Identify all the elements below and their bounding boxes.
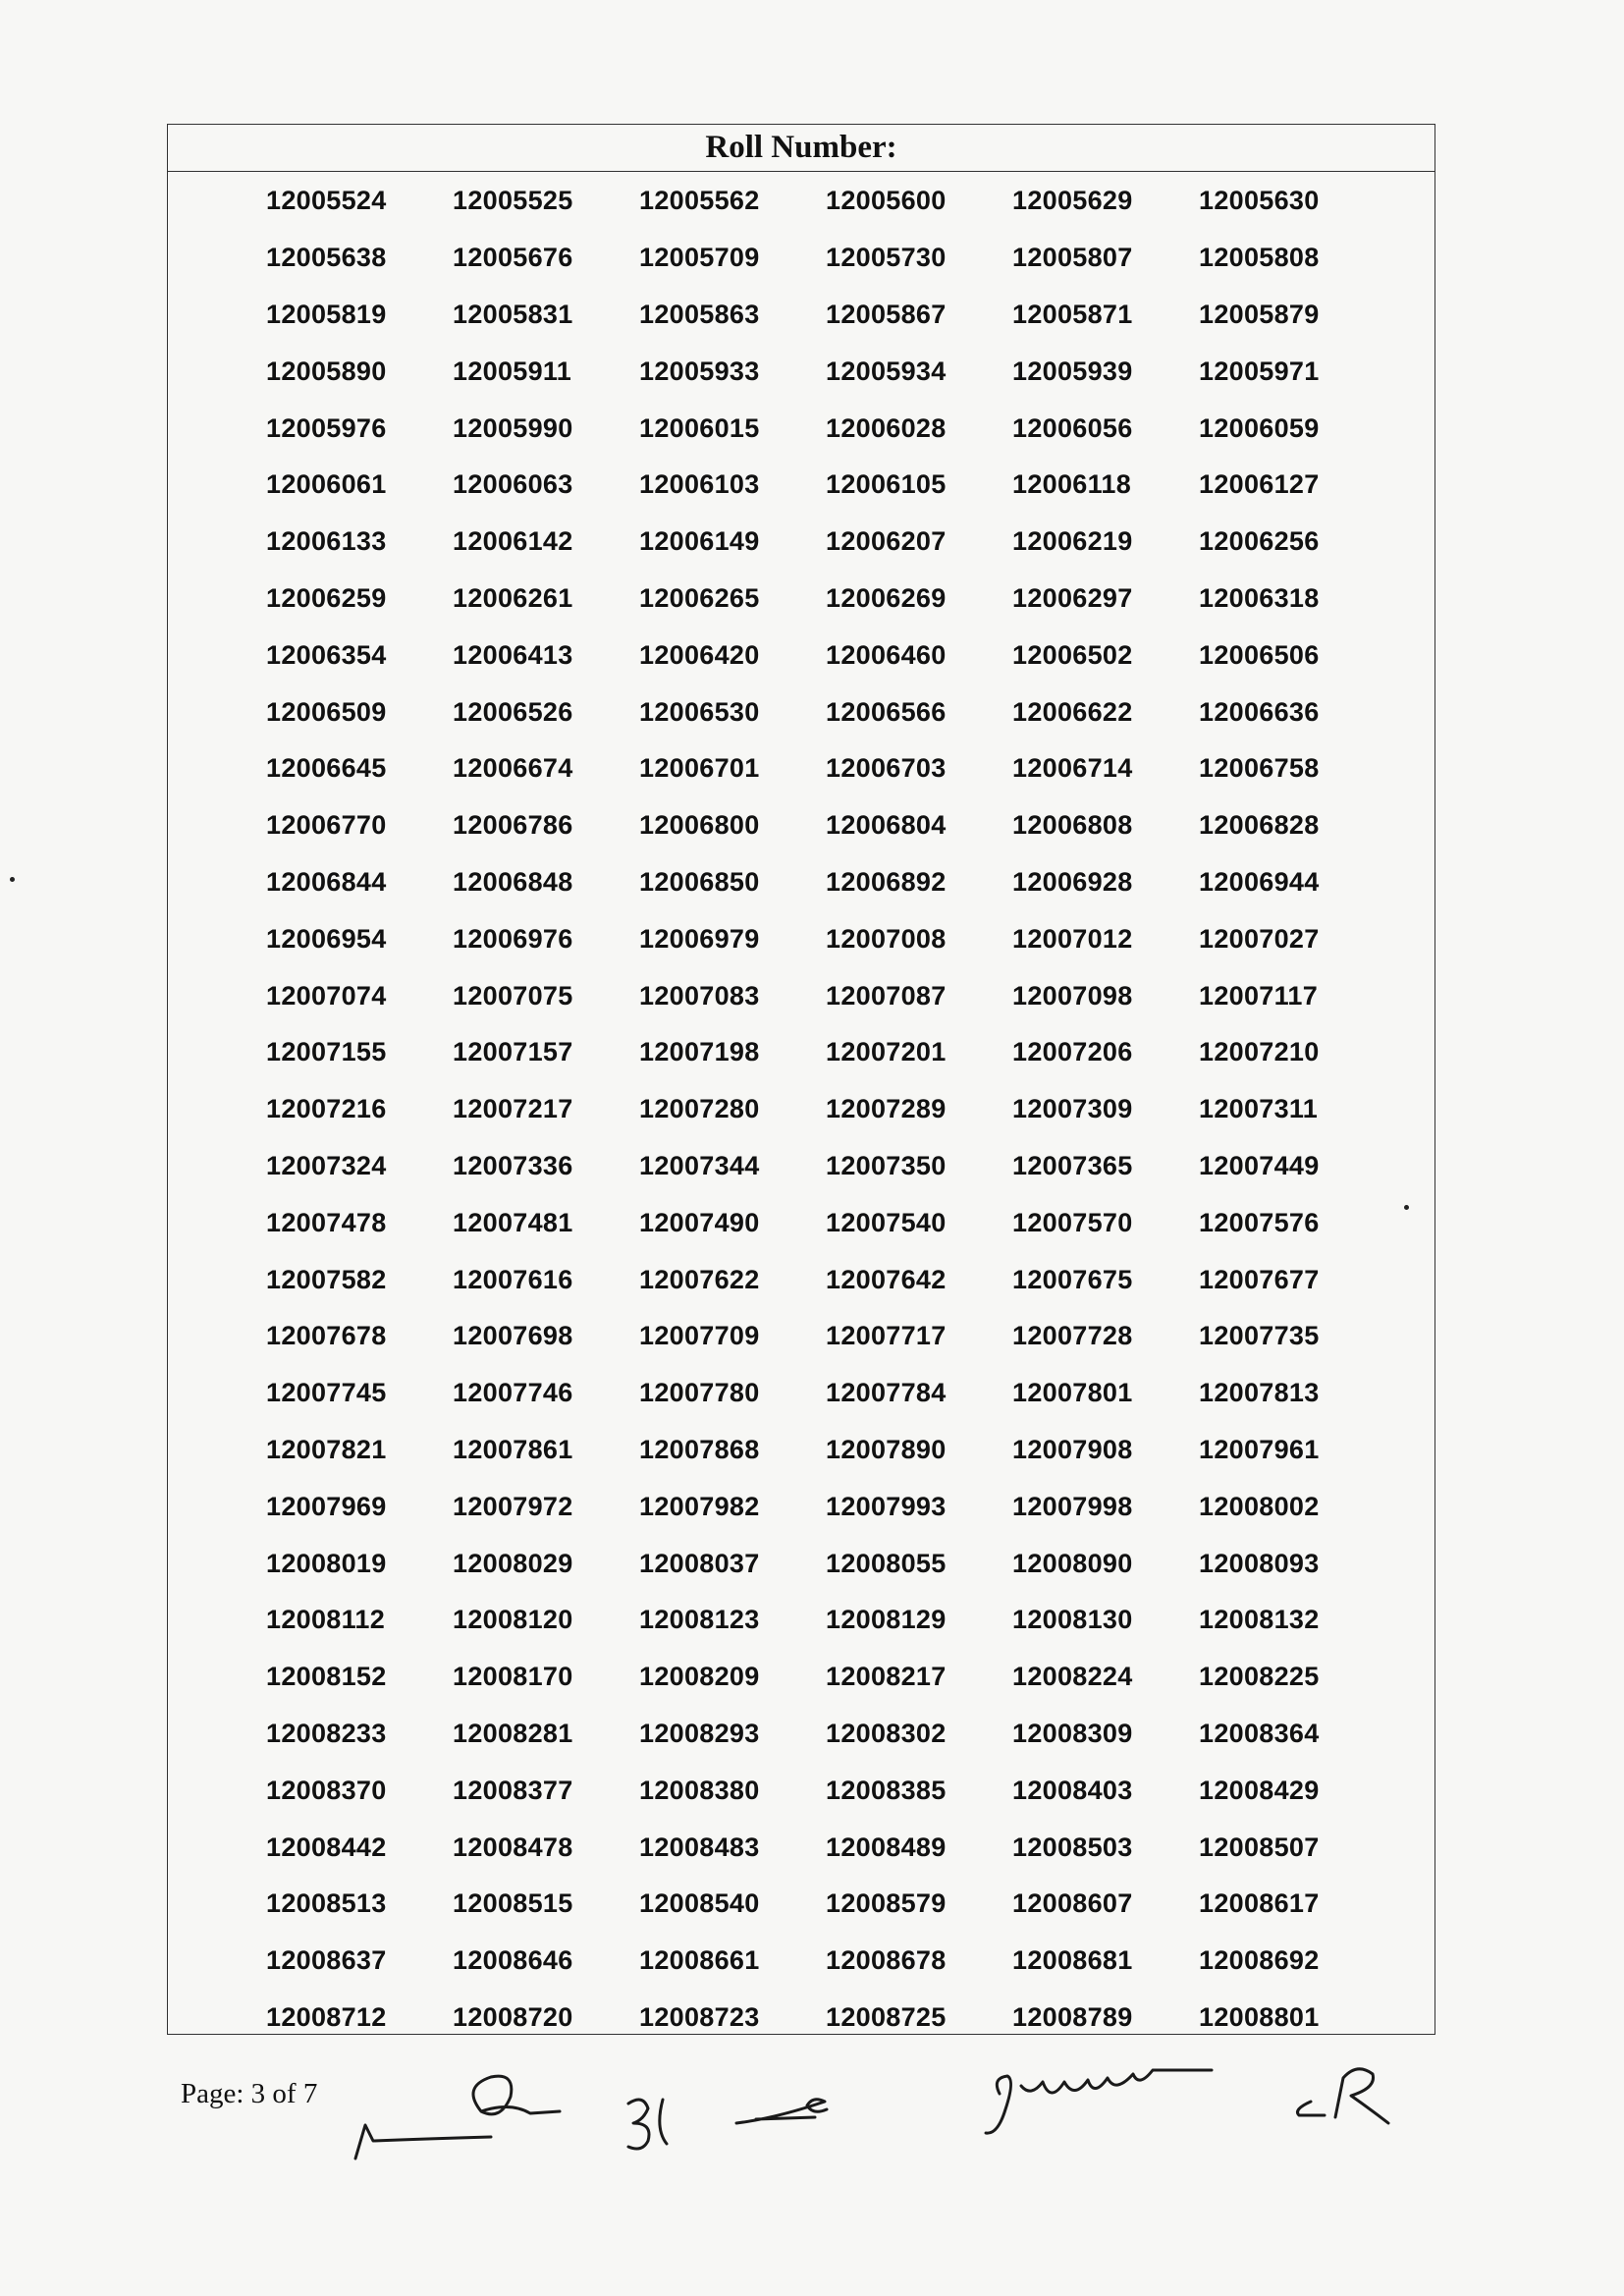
table-row (168, 740, 1435, 797)
roll-number-cell: 12006703 (826, 753, 947, 784)
roll-number-cell: 12006413 (453, 639, 573, 670)
roll-number-cell: 12007780 (639, 1378, 760, 1408)
roll-number-cell: 12007087 (826, 980, 947, 1011)
roll-number-cell: 12008646 (453, 1945, 573, 1976)
stray-mark (1404, 1205, 1409, 1210)
roll-number-cell: 12008302 (826, 1718, 947, 1748)
roll-number-cell: 12006261 (453, 582, 573, 613)
roll-number-cell: 12007074 (266, 980, 387, 1011)
roll-number-cell: 12005911 (453, 355, 572, 386)
table-row (168, 1535, 1435, 1592)
table-row (168, 910, 1435, 967)
roll-number-cell: 12007678 (266, 1321, 387, 1351)
table-row (168, 514, 1435, 571)
table-row (168, 343, 1435, 400)
roll-number-cell: 12007075 (453, 980, 573, 1011)
roll-number-cell: 12006118 (1012, 469, 1132, 500)
roll-number-cell: 12006506 (1199, 639, 1320, 670)
roll-number-cell: 12008507 (1199, 1831, 1320, 1862)
roll-number-cell: 12007801 (1012, 1378, 1133, 1408)
roll-number-cell: 12006318 (1199, 582, 1320, 613)
table-row (168, 1819, 1435, 1876)
table-row (168, 1649, 1435, 1706)
roll-number-cell: 12006844 (266, 866, 387, 897)
roll-number-cell: 12007861 (453, 1434, 573, 1464)
roll-number-cell: 12008370 (266, 1775, 387, 1805)
signature-1 (355, 2125, 491, 2159)
roll-number-cell: 12005600 (826, 186, 947, 216)
roll-number-cell: 12008712 (266, 2001, 387, 2032)
table-row (168, 1478, 1435, 1535)
roll-number-cell: 12007709 (639, 1321, 760, 1351)
roll-number-cell: 12005867 (826, 299, 947, 329)
roll-number-cell: 12008129 (826, 1605, 947, 1635)
roll-number-cell: 12008377 (453, 1775, 573, 1805)
signature-2 (473, 2076, 560, 2114)
roll-number-cell: 12008093 (1199, 1548, 1320, 1578)
table-row (168, 457, 1435, 514)
roll-number-cell: 12006808 (1012, 810, 1133, 841)
roll-number-cell: 12006714 (1012, 753, 1133, 784)
roll-number-cell: 12006028 (826, 412, 947, 443)
table-row (168, 571, 1435, 628)
roll-number-cell: 12007280 (639, 1094, 760, 1124)
roll-number-cell: 12008123 (639, 1605, 760, 1635)
signature-6 (1298, 2069, 1389, 2123)
roll-number-cell: 12008637 (266, 1945, 387, 1976)
roll-number-cell: 12007540 (826, 1207, 947, 1237)
roll-number-cell: 12006566 (826, 696, 947, 727)
roll-number-cell: 12008513 (266, 1888, 387, 1919)
roll-number-cell: 12007478 (266, 1207, 387, 1237)
roll-number-cell: 12008224 (1012, 1662, 1133, 1692)
roll-number-cell: 12006105 (826, 469, 947, 500)
table-row (168, 1308, 1435, 1365)
roll-number-cell: 12007117 (1199, 980, 1319, 1011)
roll-number-cell: 12007157 (453, 1037, 573, 1067)
roll-number-cell: 12008364 (1199, 1718, 1320, 1748)
roll-number-cell: 12007490 (639, 1207, 760, 1237)
table-row (168, 1706, 1435, 1763)
signature-3 (628, 2100, 667, 2149)
roll-number-cell: 12008233 (266, 1718, 387, 1748)
table-row (168, 1592, 1435, 1649)
roll-number-cell: 12005562 (639, 186, 760, 216)
table-row (168, 1990, 1435, 2047)
roll-number-cell: 12008403 (1012, 1775, 1133, 1805)
table-row (168, 1194, 1435, 1251)
roll-number-cell: 12006758 (1199, 753, 1320, 784)
roll-number-cell: 12006928 (1012, 866, 1133, 897)
roll-number-cell: 12005933 (639, 355, 760, 386)
roll-number-cell: 12007616 (453, 1264, 573, 1294)
roll-number-cell: 12007717 (826, 1321, 947, 1351)
roll-number-cell: 12008217 (826, 1662, 947, 1692)
roll-number-cell: 12006063 (453, 469, 573, 500)
table-row (168, 1081, 1435, 1138)
roll-number-cell: 12006979 (639, 923, 760, 954)
roll-number-cell: 12005863 (639, 299, 760, 329)
roll-number-cell: 12006804 (826, 810, 947, 841)
roll-number-cell: 12007206 (1012, 1037, 1133, 1067)
signatures (344, 2043, 1424, 2180)
roll-number-cell: 12005629 (1012, 186, 1133, 216)
roll-number-cell: 12007908 (1012, 1434, 1133, 1464)
roll-number-cell: 12006622 (1012, 696, 1133, 727)
roll-number-cell: 12008720 (453, 2001, 573, 2032)
roll-number-cell: 12006502 (1012, 639, 1133, 670)
table-row (168, 1876, 1435, 1933)
roll-number-cell: 12007622 (639, 1264, 760, 1294)
roll-number-cell: 12006848 (453, 866, 573, 897)
roll-number-cell: 12007083 (639, 980, 760, 1011)
table-row (168, 967, 1435, 1024)
roll-number-cell: 12005525 (453, 186, 573, 216)
roll-number-cell: 12007698 (453, 1321, 573, 1351)
table-row (168, 173, 1435, 230)
roll-number-cell: 12008029 (453, 1548, 573, 1578)
roll-number-cell: 12007982 (639, 1491, 760, 1521)
roll-number-cell: 12006056 (1012, 412, 1133, 443)
roll-number-cell: 12005638 (266, 243, 387, 273)
roll-number-cell: 12008442 (266, 1831, 387, 1862)
roll-number-cell: 12006674 (453, 753, 573, 784)
roll-number-cell: 12008483 (639, 1831, 760, 1862)
roll-number-cell: 12006509 (266, 696, 387, 727)
roll-number-cell: 12005819 (266, 299, 387, 329)
roll-number-cell: 12008019 (266, 1548, 387, 1578)
roll-number-cell: 12006207 (826, 526, 947, 557)
roll-number-cell: 12007735 (1199, 1321, 1320, 1351)
roll-number-cell: 12006133 (266, 526, 387, 557)
table-row (168, 1024, 1435, 1081)
roll-number-cell: 12008678 (826, 1945, 947, 1976)
roll-number-cell: 12007746 (453, 1378, 573, 1408)
roll-number-cell: 12006460 (826, 639, 947, 670)
roll-number-cell: 12007008 (826, 923, 947, 954)
roll-number-cell: 12005890 (266, 355, 387, 386)
roll-number-cell: 12007309 (1012, 1094, 1133, 1124)
roll-number-cell: 12006103 (639, 469, 760, 500)
roll-number-cell: 12007155 (266, 1037, 387, 1067)
roll-number-cell: 12005871 (1012, 299, 1133, 329)
table-row (168, 1365, 1435, 1422)
roll-number-cell: 12008120 (453, 1605, 573, 1635)
page-indicator: Page: 3 of 7 (181, 2078, 318, 2109)
roll-number-cell: 12007972 (453, 1491, 573, 1521)
roll-number-cell: 12007027 (1199, 923, 1320, 954)
roll-number-cell: 12007998 (1012, 1491, 1133, 1521)
roll-number-cell: 12008293 (639, 1718, 760, 1748)
table-row (168, 797, 1435, 854)
roll-number-table (167, 124, 1435, 2035)
roll-number-cell: 12006770 (266, 810, 387, 841)
roll-number-cell: 12006786 (453, 810, 573, 841)
roll-number-cell: 12006701 (639, 753, 760, 784)
roll-number-cell: 12006636 (1199, 696, 1320, 727)
roll-number-cell: 12008112 (266, 1605, 386, 1635)
roll-number-cell: 12007784 (826, 1378, 947, 1408)
table-row (168, 627, 1435, 683)
signature-4 (736, 2100, 827, 2123)
roll-number-cell: 12008209 (639, 1662, 760, 1692)
roll-number-cell: 12006976 (453, 923, 573, 954)
table-row (168, 1251, 1435, 1308)
roll-number-cell: 12007961 (1199, 1434, 1320, 1464)
roll-number-cell: 12005807 (1012, 243, 1133, 273)
roll-number-cell: 12008281 (453, 1718, 573, 1748)
table-row (168, 683, 1435, 740)
roll-number-cell: 12005730 (826, 243, 947, 273)
roll-number-cell: 12006269 (826, 582, 947, 613)
table-row (168, 230, 1435, 287)
roll-number-cell: 12007336 (453, 1150, 573, 1180)
table-row (168, 854, 1435, 911)
roll-number-cell: 12006850 (639, 866, 760, 897)
table-row (168, 1422, 1435, 1479)
roll-number-cell: 12006061 (266, 469, 387, 500)
roll-number-cell: 12007198 (639, 1037, 760, 1067)
roll-number-cell: 12005990 (453, 412, 573, 443)
roll-number-cell: 12008503 (1012, 1831, 1133, 1862)
roll-number-cell: 12008002 (1199, 1491, 1320, 1521)
roll-number-cell: 12005971 (1199, 355, 1320, 386)
roll-number-cell: 12007677 (1199, 1264, 1320, 1294)
roll-number-cell: 12008478 (453, 1831, 573, 1862)
roll-number-cell: 12008385 (826, 1775, 947, 1805)
roll-number-cell: 12008723 (639, 2001, 760, 2032)
roll-number-cell: 12007868 (639, 1434, 760, 1464)
roll-number-cell: 12007210 (1199, 1037, 1320, 1067)
roll-number-cell: 12008692 (1199, 1945, 1320, 1976)
roll-number-cell: 12006954 (266, 923, 387, 954)
roll-number-cell: 12008515 (453, 1888, 573, 1919)
roll-number-cell: 12007576 (1199, 1207, 1320, 1237)
roll-number-cell: 12005879 (1199, 299, 1320, 329)
roll-number-cell: 12005831 (453, 299, 573, 329)
roll-number-cell: 12005709 (639, 243, 760, 273)
roll-number-cell: 12008661 (639, 1945, 760, 1976)
roll-number-cell: 12008152 (266, 1662, 387, 1692)
roll-number-cell: 12007216 (266, 1094, 387, 1124)
roll-number-cell: 12006059 (1199, 412, 1320, 443)
roll-number-cell: 12007324 (266, 1150, 387, 1180)
table-row (168, 1138, 1435, 1195)
roll-number-cell: 12006015 (639, 412, 760, 443)
roll-number-cell: 12006297 (1012, 582, 1133, 613)
roll-number-cell: 12006265 (639, 582, 760, 613)
roll-number-cell: 12008429 (1199, 1775, 1320, 1805)
roll-number-cell: 12007344 (639, 1150, 760, 1180)
roll-number-cell: 12008170 (453, 1662, 573, 1692)
roll-number-cell: 12006354 (266, 639, 387, 670)
roll-number-cell: 12008130 (1012, 1605, 1133, 1635)
roll-number-cell: 12007012 (1012, 923, 1133, 954)
roll-number-cell: 12008489 (826, 1831, 947, 1862)
roll-number-cell: 12007098 (1012, 980, 1133, 1011)
roll-number-cell: 12006127 (1199, 469, 1320, 500)
roll-number-cell: 12007890 (826, 1434, 947, 1464)
roll-number-cell: 12008132 (1199, 1605, 1320, 1635)
roll-number-cell: 12007993 (826, 1491, 947, 1521)
roll-number-cell: 12006149 (639, 526, 760, 557)
roll-number-cell: 12008037 (639, 1548, 760, 1578)
roll-number-cell: 12008681 (1012, 1945, 1133, 1976)
roll-number-cell: 12007449 (1199, 1150, 1320, 1180)
table-body (168, 173, 1435, 2046)
roll-number-cell: 12005808 (1199, 243, 1320, 273)
roll-number-cell: 12007350 (826, 1150, 947, 1180)
roll-number-cell: 12008090 (1012, 1548, 1133, 1578)
roll-number-cell: 12008617 (1199, 1888, 1320, 1919)
table-row (168, 287, 1435, 344)
roll-number-cell: 12008801 (1199, 2001, 1320, 2032)
roll-number-cell: 12007821 (266, 1434, 387, 1464)
roll-number-cell: 12007582 (266, 1264, 387, 1294)
roll-number-cell: 12008579 (826, 1888, 947, 1919)
roll-number-cell: 12008380 (639, 1775, 760, 1805)
roll-number-cell: 12006420 (639, 639, 760, 670)
stray-mark (10, 877, 15, 882)
roll-number-cell: 12007969 (266, 1491, 387, 1521)
roll-number-cell: 12008309 (1012, 1718, 1133, 1748)
roll-number-cell: 12005524 (266, 186, 387, 216)
roll-number-cell: 12005976 (266, 412, 387, 443)
roll-number-cell: 12006892 (826, 866, 947, 897)
table-row (168, 1933, 1435, 1990)
roll-number-cell: 12007311 (1199, 1094, 1319, 1124)
roll-number-cell: 12006828 (1199, 810, 1320, 841)
roll-number-cell: 12006800 (639, 810, 760, 841)
roll-number-cell: 12005934 (826, 355, 947, 386)
signature-5 (986, 2070, 1212, 2133)
roll-number-cell: 12007217 (453, 1094, 573, 1124)
roll-number-cell: 12007642 (826, 1264, 947, 1294)
roll-number-cell: 12008725 (826, 2001, 947, 2032)
roll-number-cell: 12006944 (1199, 866, 1320, 897)
roll-number-cell: 12007675 (1012, 1264, 1133, 1294)
roll-number-cell: 12006530 (639, 696, 760, 727)
roll-number-cell: 12006256 (1199, 526, 1320, 557)
roll-number-cell: 12007813 (1199, 1378, 1320, 1408)
roll-number-cell: 12007570 (1012, 1207, 1133, 1237)
roll-number-cell: 12008055 (826, 1548, 947, 1578)
roll-number-cell: 12005939 (1012, 355, 1133, 386)
roll-number-cell: 12006645 (266, 753, 387, 784)
roll-number-cell: 12006526 (453, 696, 573, 727)
roll-number-cell: 12007201 (826, 1037, 947, 1067)
table-row (168, 400, 1435, 457)
roll-number-cell: 12007289 (826, 1094, 947, 1124)
roll-number-cell: 12007745 (266, 1378, 387, 1408)
roll-number-cell: 12005630 (1199, 186, 1320, 216)
roll-number-cell: 12007481 (453, 1207, 573, 1237)
roll-number-cell: 12008607 (1012, 1888, 1133, 1919)
roll-number-cell: 12007728 (1012, 1321, 1133, 1351)
roll-number-cell: 12006259 (266, 582, 387, 613)
roll-number-cell: 12006142 (453, 526, 573, 557)
table-title: Roll Number: (168, 125, 1435, 172)
roll-number-cell: 12008225 (1199, 1662, 1320, 1692)
roll-number-cell: 12006219 (1012, 526, 1133, 557)
roll-number-cell: 12007365 (1012, 1150, 1133, 1180)
table-row (168, 1762, 1435, 1819)
roll-number-cell: 12008540 (639, 1888, 760, 1919)
roll-number-cell: 12005676 (453, 243, 573, 273)
roll-number-cell: 12008789 (1012, 2001, 1133, 2032)
